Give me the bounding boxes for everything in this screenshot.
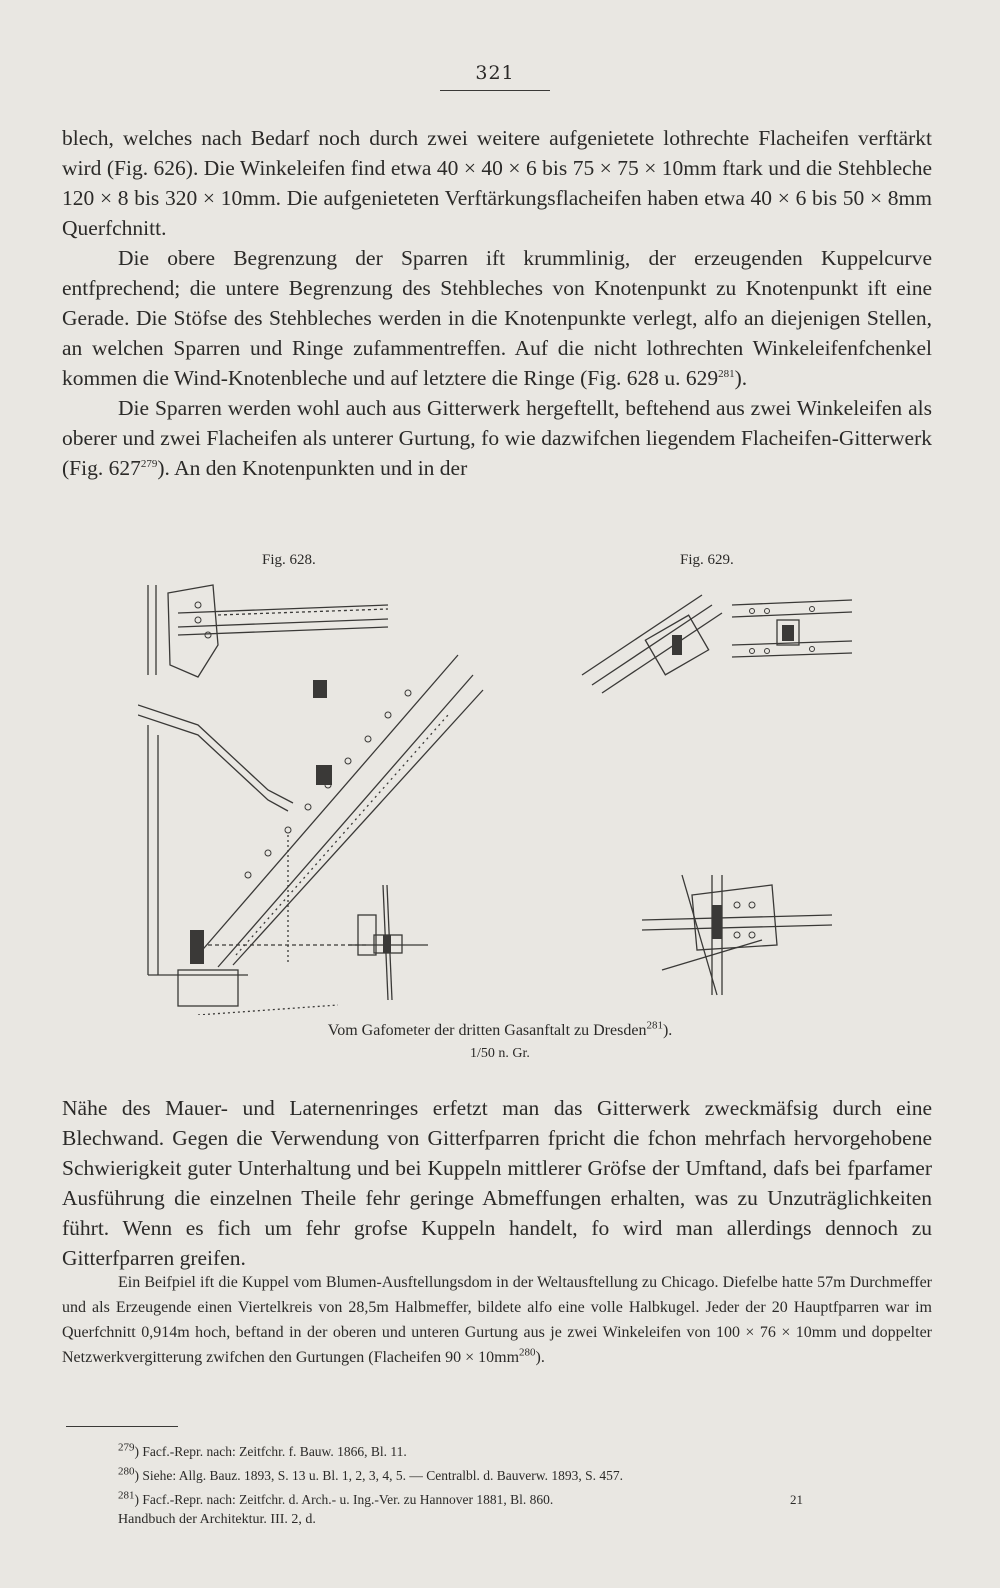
page-number: 321 — [475, 62, 515, 84]
paragraph-3-text: Die Sparren werden wohl auch aus Gitterwerk hergeftellt, beftehend aus zwei Winkeleifen als oberer und zwei Flacheifen als unterer Gurtung, fo wie dazwifchen liegendem Flacheifen-Gitterwerk (Fig. 627 — [62, 396, 932, 480]
page-number-rule — [440, 90, 550, 91]
caption-tail: ). — [662, 1022, 673, 1039]
small-paragraph — [62, 1270, 932, 1370]
footnote-280-text: ) Siehe: Allg. Bauz. 1893, S. 13 u. Bl. 1, 2, 3, 4, 5. — Centralbl. d. Bauverw. 1893, S. 457. — [134, 1468, 623, 1483]
caption-footnote-ref: 281 — [646, 1019, 663, 1032]
small-paragraph-tail: ). — [535, 1349, 545, 1366]
footnote-280-ref: 280 — [118, 1465, 135, 1478]
small-paragraph-ref: 280 — [519, 1346, 536, 1359]
footnote-279-ref: 279 — [118, 1441, 135, 1454]
paragraph-1: blech, welches nach Bedarf noch durch zwei weitere aufgenietete lothrechte Flacheifen verftärkt wird (Fig. 626). Die Winkeleifen find etwa 40 × 40 × 6 bis 75 × 75 × 10mm ftark und die Stehbleche 120 × 8 bis 320 × 10mm. Die aufgenieteten Verftärkungsflacheifen haben etwa 40 × 6 bis 50 × 8mm Querfchnitt. — [62, 126, 932, 240]
small-paragraph-text: Ein Beifpiel ift die Kuppel vom Blumen-Ausftellungsdom in der Weltausftellung zu Chicago. Diefelbe hatte 57m Durchmeffer und als Erzeugende einen Viertelkreis von 28,5m Halbmeffer, bildete alfo eine volle Halbkugel. Jeder der 20 Hauptfparren war im Querfchnitt 0,914m hoch, beftand in der oberen und unteren Gurtung aus je zwei Winkeleifen von 100 × 76 × 10mm und doppelter Netzwerkvergitterung zwifchen den Gurtungen (Flacheifen 90 × 10mm — [62, 1274, 932, 1366]
footnote-ref-281: 281 — [718, 367, 735, 380]
footnote-rule — [66, 1426, 178, 1427]
paragraph-2-text: Die obere Begrenzung der Sparren ift krummlinig, der erzeugenden Kuppelcurve entfprechend; die untere Begrenzung des Stehbleches von Knotenpunkt zu Knotenpunkt ift eine Gerade. Die Stöfse des Stehbleches werden in die Knotenpunkte verlegt, alfo an diejenigen Stellen, an welchen Sparren und Ringe zufammentreffen. Auf die nicht lothrechten Winkeleifenfchenkel kommen die Wind-Knotenbleche und auf letztere die Ringe (Fig. 628 u. 629 — [62, 246, 932, 390]
figure-scale: 1/50 n. Gr. — [470, 1046, 530, 1061]
body-text-bottom — [62, 1093, 932, 1273]
fig-628-drawing — [138, 575, 498, 1015]
fig-629-label: Fig. 629. — [680, 552, 734, 568]
footnote-279 — [118, 1440, 878, 1464]
paragraph-4: Nähe des Mauer- und Laternenringes erfetzt man das Gitterwerk zweckmäfsig durch eine Blechwand. Gegen die Verwendung von Gitterfparren fpricht die fchon mehrfach hervorgehobene Schwierigkeit guter Unterhaltung und bei Kuppeln mittlerer Gröfse der Umftand, dafs bei fparfamer Ausführung die einzelnen Theile fehr geringe Abmeffungen erhalten, was zu Unzuträglichkeiten führt. Wenn es fich um fehr grofse Kuppeln handelt, fo wird man allerdings dennoch zu Gitterfparren greifen. — [62, 1096, 932, 1270]
paragraph-3 — [62, 393, 932, 483]
footnote-280 — [118, 1464, 878, 1488]
paragraph-2 — [62, 243, 932, 393]
fig-628-label: Fig. 628. — [262, 552, 316, 568]
figure-caption — [0, 1019, 1000, 1040]
paragraph-2-tail: ). — [734, 366, 748, 390]
sheet-signature: 21 — [790, 1492, 803, 1507]
footnote-279-text: ) Facf.-Repr. nach: Zeitfchr. f. Bauw. 1866, Bl. 11. — [134, 1444, 407, 1459]
footnote-ref-279: 279 — [140, 457, 158, 470]
paragraph-3-tail: ). An den Knotenpunkten und in der — [157, 456, 468, 480]
figure-caption-text: Vom Gafometer der dritten Gasanftalt zu Dresden — [327, 1022, 647, 1039]
body-text-top — [62, 123, 932, 483]
fig-629-drawing — [572, 575, 862, 1005]
footnote-281 — [118, 1488, 878, 1512]
footnote-281-text: ) Facf.-Repr. nach: Zeitfchr. d. Arch.- u. Ing.-Ver. zu Hannover 1881, Bl. 860. — [134, 1492, 554, 1507]
imprint-line: Handbuch der Architektur. III. 2, d. — [118, 1512, 316, 1527]
footnote-281-ref: 281 — [118, 1489, 135, 1502]
footnotes — [118, 1440, 878, 1512]
small-text — [62, 1270, 932, 1370]
